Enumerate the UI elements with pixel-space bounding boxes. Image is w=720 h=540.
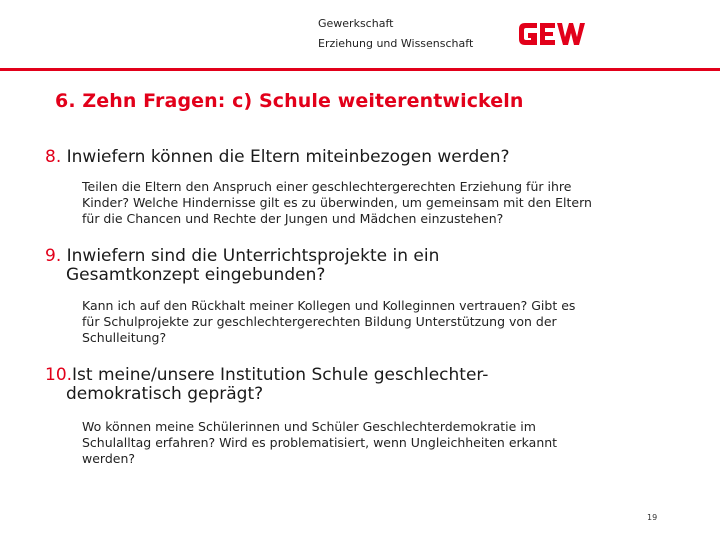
page-number: 19 — [647, 513, 658, 522]
question-10 — [45, 366, 488, 404]
org-name-line-2: Erziehung und Wissenschaft — [318, 37, 474, 50]
answer-9 — [82, 298, 682, 346]
question-text-line: Inwiefern sind die Unterrichtsprojekte in ein — [66, 246, 440, 266]
answer-line: Teilen die Eltern den Anspruch einer geschlechtergerechten Erziehung für ihre — [82, 179, 572, 194]
question-9 — [45, 247, 439, 285]
question-number: 10. — [45, 365, 73, 385]
slide-title: 6. Zehn Fragen: c) Schule weiterentwickeln — [55, 90, 524, 112]
answer-line: Schulleitung? — [82, 330, 167, 345]
answer-line: für Schulprojekte zur geschlechtergerechten Bildung Unterstützung von der — [82, 314, 557, 329]
answer-line: Kann ich auf den Rückhalt meiner Kollegen und Kolleginnen vertrauen? Gibt es — [82, 298, 576, 313]
answer-line: Schulalltag erfahren? Wird es problematisiert, wenn Ungleichheiten erkannt — [82, 435, 558, 450]
question-number: 9. — [45, 246, 62, 266]
answer-8 — [82, 179, 682, 227]
question-number: 8. — [45, 147, 62, 167]
answer-line: Wo können meine Schülerinnen und Schüler Geschlechterdemokratie im — [82, 419, 536, 434]
answer-10 — [82, 419, 682, 467]
organization-name — [318, 14, 473, 54]
question-8 — [45, 148, 510, 167]
logo-text: GEW — [517, 19, 520, 20]
answer-line: werden? — [82, 451, 136, 466]
question-text-line: Inwiefern können die Eltern miteinbezogen werden? — [66, 147, 510, 167]
gew-logo — [517, 19, 587, 49]
org-name-line-1: Gewerkschaft — [318, 17, 394, 30]
question-text-line: Gesamtkonzept eingebunden? — [66, 265, 326, 285]
question-text-line: demokratisch geprägt? — [66, 384, 264, 404]
answer-line: für die Chancen und Rechte der Jungen und Mädchen einzustehen? — [82, 211, 504, 226]
question-text-line: Ist meine/unsere Institution Schule geschlechter- — [72, 365, 489, 385]
answer-line: Kinder? Welche Hindernisse gilt es zu überwinden, um gemeinsam mit den Eltern — [82, 195, 592, 210]
header-divider — [0, 68, 720, 71]
